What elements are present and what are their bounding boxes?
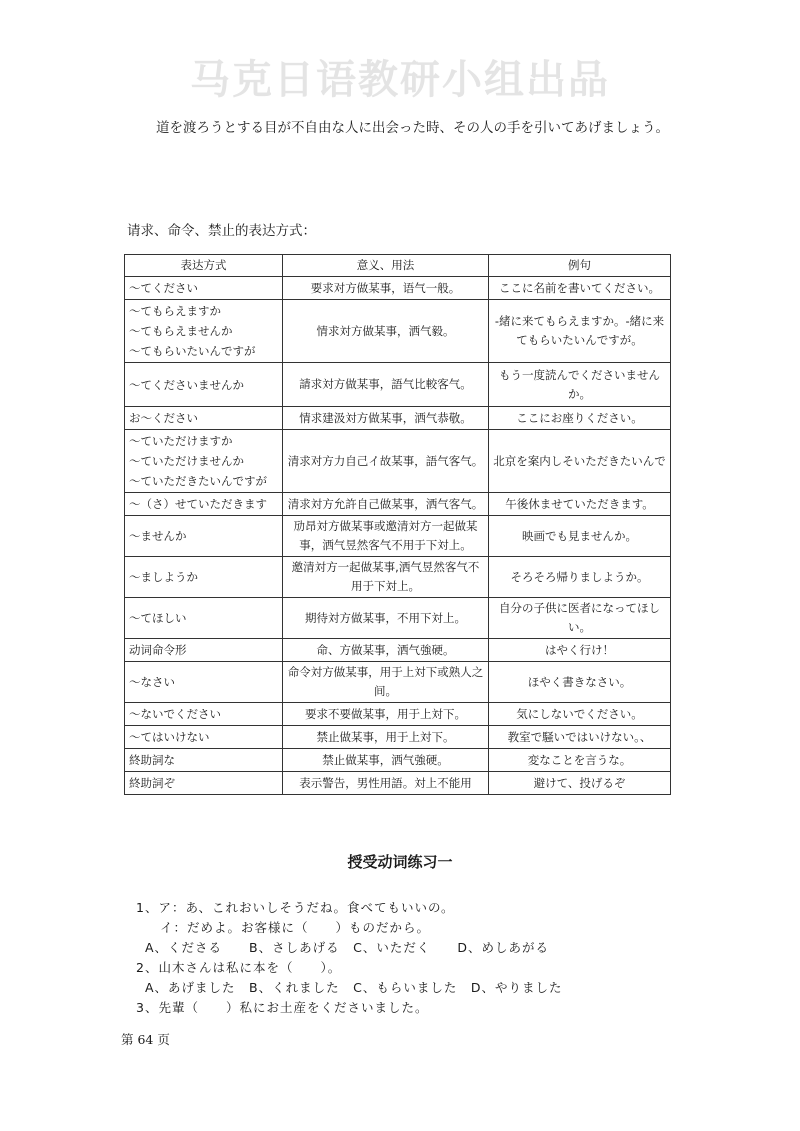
expression-cell [125, 363, 283, 407]
page-number: 第 64 页 [121, 1032, 170, 1047]
example-cell: 自分の子供に医者になってほしい。 [489, 598, 671, 639]
table-row [125, 703, 671, 726]
expression-text: ～てもらえますか [129, 304, 221, 318]
column-header: 例句 [489, 255, 671, 277]
expression-cell [125, 749, 283, 772]
expression-text: 終助詞ぞ [129, 776, 175, 790]
expression-cell [125, 407, 283, 430]
table-header-row [125, 255, 671, 277]
meaning-cell: 邀清対方一起做某事,洒气昱然客气不用于下対上。 [283, 557, 489, 598]
example-cell: ここにお座りください。 [489, 407, 671, 430]
expression-text: ～ていただきたいんですが [129, 474, 267, 488]
table-row [125, 772, 671, 795]
example-cell: 映画でも見ませんか。 [489, 516, 671, 557]
example-cell: -緒に来てもらえますか。-緒に来てもらいたいんですが。 [489, 300, 671, 363]
watermark-text: 马克日语教研小组出品 [190, 57, 610, 103]
table-row [125, 598, 671, 639]
expression-text: ～てほしい [129, 611, 187, 625]
expression-table [124, 254, 671, 795]
meaning-cell: 表示警告，男性用語。対上不能用 [283, 772, 489, 795]
table-row [125, 300, 671, 363]
expression-text: ～てもらいたいんですが [129, 344, 256, 358]
question-line: 3、先輩（ ）私にお土産をくださいました。 [136, 1000, 429, 1015]
example-cell: 北京を案内しそいただきたいんで [489, 430, 671, 493]
expression-cell [125, 703, 283, 726]
table-row [125, 493, 671, 516]
expression-text: 动词命令形 [129, 643, 187, 657]
expression-cell [125, 300, 283, 363]
meaning-cell: 情求建汲対方做某事，洒气恭敬。 [283, 407, 489, 430]
expression-text: ～ていただけますか [129, 434, 233, 448]
table-row [125, 662, 671, 703]
meaning-cell: 禁止做某事，洒气強硬。 [283, 749, 489, 772]
meaning-cell: 命令対方做某事，用于上対下或熟人之间。 [283, 662, 489, 703]
section-heading: 请求、命令、禁止的表达方式： [127, 223, 316, 239]
example-cell: 教室で騒いではいけない。、 [489, 726, 671, 749]
example-cell: ほやく書きなさい。 [489, 662, 671, 703]
expression-text: ～てはいけない [129, 730, 210, 744]
example-cell: はやく行け！ [489, 639, 671, 662]
example-cell: そろそろ帰りましようか。 [489, 557, 671, 598]
expression-text: ～てもらえませんか [129, 324, 233, 338]
meaning-cell: 要求对方做某事，语气一般。 [283, 277, 489, 300]
meaning-cell: 命、方做某事，洒气強硬。 [283, 639, 489, 662]
expression-text: ～てください [129, 281, 198, 295]
meaning-cell: 情求対方做某事，洒气毅。 [283, 300, 489, 363]
example-cell: 避けて、投げるぞ [489, 772, 671, 795]
example-cell: ここに名前を書いてください。 [489, 277, 671, 300]
expression-cell [125, 516, 283, 557]
expression-cell [125, 772, 283, 795]
table-row [125, 277, 671, 300]
table-row [125, 407, 671, 430]
expression-text: ～ないでください [129, 707, 221, 721]
expression-text: ～（さ）せていただきます [129, 497, 267, 511]
column-header: 意义、用法 [283, 255, 489, 277]
meaning-cell: 劢昂対方做某事或邀清対方一起做某事，洒气昱然客气不用于下対上。 [283, 516, 489, 557]
expression-text: ～ましようか [129, 570, 198, 584]
expression-cell [125, 493, 283, 516]
column-header: 表达方式 [125, 255, 283, 277]
expression-text: お～ください [129, 411, 198, 425]
table-row [125, 726, 671, 749]
meaning-cell: 期待対方做某事，不用下対上。 [283, 598, 489, 639]
expression-cell [125, 557, 283, 598]
answer-options: A、あげました B、くれました C、もらいました D、やりました [145, 980, 563, 995]
intro-sentence: 道を渡ろうとする目が不自由な人に出会った時、その人の手を引いてあげましょう。 [156, 120, 669, 136]
meaning-cell: 要求不要做某事，用于上対下。 [283, 703, 489, 726]
expression-cell [125, 277, 283, 300]
expression-cell [125, 662, 283, 703]
expression-text: ～なさい [129, 675, 175, 689]
meaning-cell: 清求对方力自己イ故某事，語气客气。 [283, 430, 489, 493]
expression-cell [125, 598, 283, 639]
expression-text: 終助詞な [129, 753, 175, 767]
expression-text: ～ていただけませんか [129, 454, 244, 468]
table-row [125, 363, 671, 407]
example-cell: 変なことを言うな。 [489, 749, 671, 772]
expression-text: ～てくださいませんか [129, 377, 244, 392]
meaning-cell: 禁止做某事，用于上対下。 [283, 726, 489, 749]
question-line: 2、山木さんは私に本を（ ）。 [136, 960, 342, 975]
expression-cell [125, 726, 283, 749]
example-cell: 午後休ませていただきます。 [489, 493, 671, 516]
meaning-cell: 清求対方允許自己做某事，洒气客气。 [283, 493, 489, 516]
question-line: 1、ア：あ、これおいしそうだね。食べてもいいの。 [136, 900, 455, 915]
example-cell: 気にしないでください。 [489, 703, 671, 726]
table-row [125, 516, 671, 557]
expression-cell [125, 430, 283, 493]
expression-text: ～ませんか [129, 529, 187, 543]
table-row [125, 749, 671, 772]
exercise-title: 授受动词练习一 [347, 853, 453, 871]
answer-options: A、くださる B、さしあげる C、いただく D、めしあがる [145, 940, 549, 955]
table-row [125, 557, 671, 598]
meaning-cell: 請求対方做某事，語气比較客气。 [283, 363, 489, 407]
question-line: イ：だめよ。お客様に（ ）ものだから。 [160, 920, 431, 935]
expression-cell [125, 639, 283, 662]
example-cell: もう一度読んでくださいませんか。 [489, 363, 671, 407]
table-row [125, 430, 671, 493]
table-row [125, 639, 671, 662]
